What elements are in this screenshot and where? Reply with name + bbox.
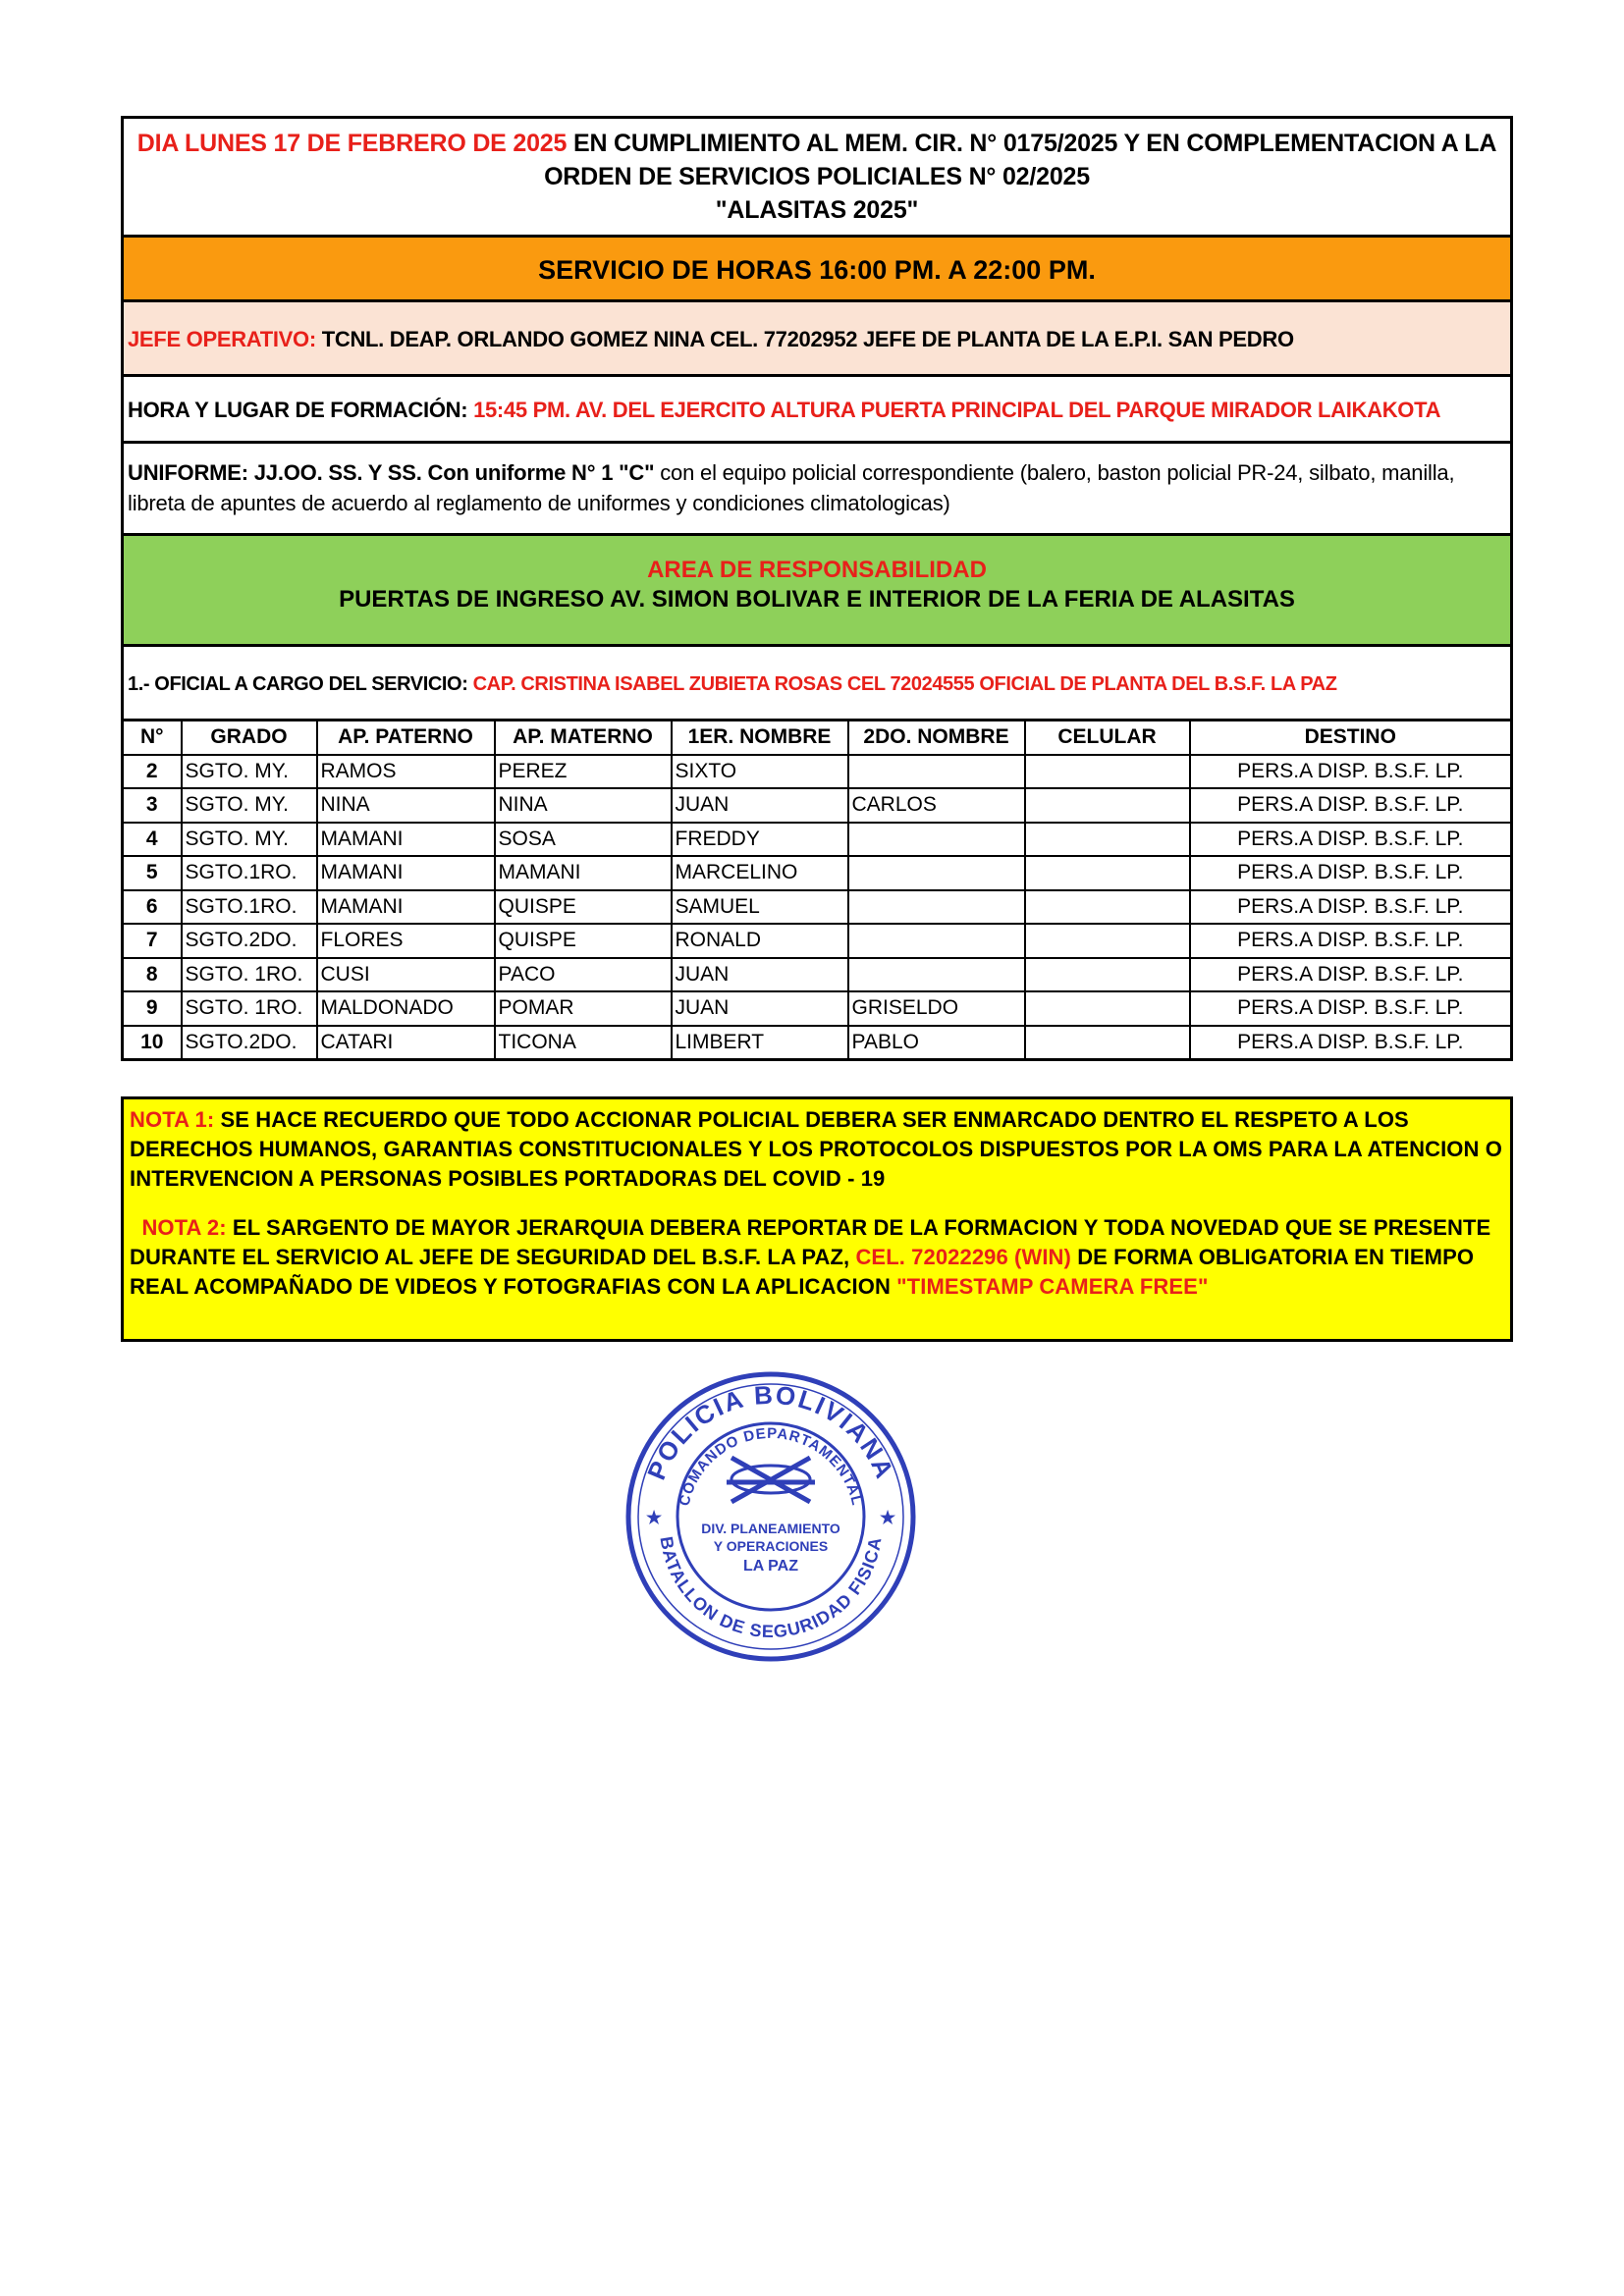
table-row bbox=[123, 1026, 1512, 1060]
column-header: CELULAR bbox=[1025, 721, 1190, 755]
operational-chief-label: JEFE OPERATIVO: bbox=[128, 327, 316, 351]
table-cell: CATARI bbox=[317, 1026, 495, 1060]
table-cell bbox=[848, 755, 1025, 789]
column-header: AP. PATERNO bbox=[317, 721, 495, 755]
stamp-outer-top: POLICIA BOLIVIANA bbox=[641, 1379, 900, 1484]
table-cell bbox=[848, 924, 1025, 958]
officer-value: CAP. CRISTINA ISABEL ZUBIETA ROSAS CEL 72024555 OFICIAL DE PLANTA DEL B.S.F. LA PAZ bbox=[472, 673, 1337, 695]
table-row bbox=[123, 958, 1512, 992]
table-cell: TICONA bbox=[495, 1026, 672, 1060]
table-row bbox=[123, 890, 1512, 925]
table-cell bbox=[848, 890, 1025, 925]
table-row bbox=[123, 856, 1512, 890]
table-cell: CARLOS bbox=[848, 788, 1025, 823]
table-cell: FLORES bbox=[317, 924, 495, 958]
table-cell: SGTO.1RO. bbox=[182, 890, 317, 925]
table-cell: SAMUEL bbox=[672, 890, 848, 925]
note-2-phone: CEL. 72022296 (WIN) bbox=[855, 1245, 1071, 1269]
order-event-name: "ALASITAS 2025" bbox=[715, 196, 919, 224]
uniform-info bbox=[121, 441, 1513, 533]
operational-chief-value: TCNL. DEAP. ORLANDO GOMEZ NINA CEL. 77202952 JEFE DE PLANTA DE LA E.P.I. SAN PEDRO bbox=[315, 327, 1294, 351]
table-cell: PABLO bbox=[848, 1026, 1025, 1060]
table-cell: POMAR bbox=[495, 991, 672, 1026]
table-body bbox=[123, 755, 1512, 1060]
table-row bbox=[123, 755, 1512, 789]
responsibility-area bbox=[121, 533, 1513, 644]
stamp-center-2: Y OPERACIONES bbox=[713, 1538, 829, 1554]
table-cell: SGTO.2DO. bbox=[182, 1026, 317, 1060]
table-row bbox=[123, 823, 1512, 857]
table-cell bbox=[1025, 788, 1190, 823]
table-cell: JUAN bbox=[672, 991, 848, 1026]
table-cell: FREDDY bbox=[672, 823, 848, 857]
service-order-sheet bbox=[121, 116, 1513, 1061]
personnel-table bbox=[121, 719, 1513, 1061]
table-cell: SGTO. MY. bbox=[182, 823, 317, 857]
table-row bbox=[123, 924, 1512, 958]
responsibility-area-subtitle: PUERTAS DE INGRESO AV. SIMON BOLIVAR E INTERIOR DE LA FERIA DE ALASITAS bbox=[339, 586, 1295, 613]
table-cell bbox=[1025, 1026, 1190, 1060]
table-cell bbox=[848, 958, 1025, 992]
table-cell: 3 bbox=[123, 788, 182, 823]
table-cell: SGTO. 1RO. bbox=[182, 991, 317, 1026]
table-cell bbox=[1025, 958, 1190, 992]
formation-label: HORA Y LUGAR DE FORMACIÓN: bbox=[128, 398, 474, 422]
table-cell bbox=[1025, 890, 1190, 925]
note-2 bbox=[130, 1213, 1504, 1302]
note-1-text: SE HACE RECUERDO QUE TODO ACCIONAR POLICIAL DEBERA SER ENMARCADO DENTRO EL RESPETO A LOS DERECHOS HUMANOS, GARANTIAS CONSTITUCIONALES Y LOS PROTOCOLOS DISPUESTOS POR LA OMS PARA LA ATENCION O INTERVENCION A PERSONAS POSIBLES PORTADORAS DEL COVID - 19 bbox=[130, 1107, 1502, 1191]
table-cell: PERS.A DISP. B.S.F. LP. bbox=[1190, 788, 1512, 823]
table-cell: QUISPE bbox=[495, 924, 672, 958]
note-1 bbox=[130, 1105, 1504, 1194]
table-cell: 9 bbox=[123, 991, 182, 1026]
formation-value: 15:45 PM. AV. DEL EJERCITO ALTURA PUERTA PRINCIPAL DEL PARQUE MIRADOR LAIKAKOTA bbox=[473, 398, 1441, 422]
table-cell: CUSI bbox=[317, 958, 495, 992]
table-cell bbox=[1025, 991, 1190, 1026]
table-cell: PERS.A DISP. B.S.F. LP. bbox=[1190, 991, 1512, 1026]
table-cell: GRISELDO bbox=[848, 991, 1025, 1026]
order-service-number: ORDEN DE SERVICIOS POLICIALES N° 02/2025 bbox=[544, 163, 1090, 190]
table-row bbox=[123, 991, 1512, 1026]
table-cell: NINA bbox=[495, 788, 672, 823]
service-hours: SERVICIO DE HORAS 16:00 PM. A 22:00 PM. bbox=[121, 235, 1513, 299]
table-cell bbox=[1025, 924, 1190, 958]
table-cell bbox=[848, 856, 1025, 890]
notes-box bbox=[121, 1096, 1513, 1342]
column-header: 2DO. NOMBRE bbox=[848, 721, 1025, 755]
table-cell: QUISPE bbox=[495, 890, 672, 925]
table-cell: MALDONADO bbox=[317, 991, 495, 1026]
table-cell: PERS.A DISP. B.S.F. LP. bbox=[1190, 1026, 1512, 1060]
uniform-value: con el equipo policial correspondiente (balero, baston policial PR-24, silbato, manilla, libreta de apuntes de acuerdo al reglamento de uniformes y condiciones climatologicas) bbox=[128, 460, 1455, 515]
order-reference: EN CUMPLIMIENTO AL MEM. CIR. N° 0175/2025 Y EN COMPLEMENTACION A LA bbox=[567, 130, 1497, 157]
table-cell: MAMANI bbox=[317, 856, 495, 890]
column-header: DESTINO bbox=[1190, 721, 1512, 755]
column-header: N° bbox=[123, 721, 182, 755]
table-cell: SGTO. MY. bbox=[182, 788, 317, 823]
note-2-text: EL SARGENTO DE MAYOR JERARQUIA DEBERA REPORTAR DE LA FORMACION Y TODA NOVEDAD QUE SE PRESENTE DURANTE EL SERVICIO AL JEFE DE SEGURIDAD DEL B.S.F. LA PAZ, bbox=[130, 1215, 1491, 1269]
column-header: 1ER. NOMBRE bbox=[672, 721, 848, 755]
stamp-inner-top: COMANDO DEPARTAMENTAL bbox=[676, 1424, 866, 1508]
table-cell: NINA bbox=[317, 788, 495, 823]
table-header-row bbox=[123, 721, 1512, 755]
table-cell bbox=[1025, 755, 1190, 789]
stamp-center-3: LA PAZ bbox=[743, 1558, 798, 1575]
table-cell: 8 bbox=[123, 958, 182, 992]
table-cell: PERS.A DISP. B.S.F. LP. bbox=[1190, 856, 1512, 890]
table-cell: RONALD bbox=[672, 924, 848, 958]
table-row bbox=[123, 788, 1512, 823]
table-cell: PERS.A DISP. B.S.F. LP. bbox=[1190, 958, 1512, 992]
table-cell: LIMBERT bbox=[672, 1026, 848, 1060]
table-cell: MARCELINO bbox=[672, 856, 848, 890]
note-2-text-2: DE FORMA OBLIGATORIA EN TIEMPO REAL ACOMPAÑADO DE VIDEOS Y FOTOGRAFIAS CON LA APLICACION bbox=[130, 1245, 1475, 1299]
table-cell: MAMANI bbox=[317, 823, 495, 857]
table-cell: SOSA bbox=[495, 823, 672, 857]
officer-in-charge bbox=[121, 644, 1513, 719]
table-cell: PERS.A DISP. B.S.F. LP. bbox=[1190, 755, 1512, 789]
table-cell: PEREZ bbox=[495, 755, 672, 789]
table-cell bbox=[848, 823, 1025, 857]
officer-label: 1.- OFICIAL A CARGO DEL SERVICIO: bbox=[128, 673, 473, 695]
formation-time-place bbox=[121, 374, 1513, 441]
table-cell: SGTO. 1RO. bbox=[182, 958, 317, 992]
table-cell: 6 bbox=[123, 890, 182, 925]
table-cell bbox=[1025, 856, 1190, 890]
stamp-bottom: BATALLON DE SEGURIDAD FISICA bbox=[656, 1534, 886, 1642]
stamp-star-left-icon: ★ bbox=[646, 1508, 663, 1527]
table-cell: RAMOS bbox=[317, 755, 495, 789]
table-cell: 7 bbox=[123, 924, 182, 958]
note-1-label: NOTA 1: bbox=[130, 1107, 215, 1132]
table-cell: SGTO. MY. bbox=[182, 755, 317, 789]
note-2-label: NOTA 2: bbox=[141, 1215, 227, 1240]
table-cell: 2 bbox=[123, 755, 182, 789]
table-cell: PERS.A DISP. B.S.F. LP. bbox=[1190, 924, 1512, 958]
table-cell: MAMANI bbox=[317, 890, 495, 925]
table-cell bbox=[1025, 823, 1190, 857]
table-cell: PERS.A DISP. B.S.F. LP. bbox=[1190, 890, 1512, 925]
police-seal-stamp bbox=[619, 1364, 923, 1669]
table-cell: SGTO.2DO. bbox=[182, 924, 317, 958]
table-cell: JUAN bbox=[672, 788, 848, 823]
table-cell: MAMANI bbox=[495, 856, 672, 890]
order-title bbox=[121, 116, 1513, 235]
table-cell: 5 bbox=[123, 856, 182, 890]
note-2-app: "TIMESTAMP CAMERA FREE" bbox=[896, 1274, 1209, 1299]
order-date: DIA LUNES 17 DE FEBRERO DE 2025 bbox=[136, 130, 568, 157]
table-cell: 10 bbox=[123, 1026, 182, 1060]
column-header: GRADO bbox=[182, 721, 317, 755]
column-header: AP. MATERNO bbox=[495, 721, 672, 755]
table-cell: PACO bbox=[495, 958, 672, 992]
operational-chief bbox=[121, 299, 1513, 374]
table-cell: SGTO.1RO. bbox=[182, 856, 317, 890]
stamp-star-right-icon: ★ bbox=[880, 1508, 896, 1527]
table-cell: PERS.A DISP. B.S.F. LP. bbox=[1190, 823, 1512, 857]
table-cell: JUAN bbox=[672, 958, 848, 992]
table-cell: 4 bbox=[123, 823, 182, 857]
responsibility-area-title: AREA DE RESPONSABILIDAD bbox=[647, 557, 987, 583]
uniform-label: UNIFORME: JJ.OO. SS. Y SS. Con uniforme N° 1 "C" bbox=[128, 460, 655, 485]
table-cell: SIXTO bbox=[672, 755, 848, 789]
stamp-center-1: DIV. PLANEAMIENTO bbox=[701, 1521, 840, 1536]
